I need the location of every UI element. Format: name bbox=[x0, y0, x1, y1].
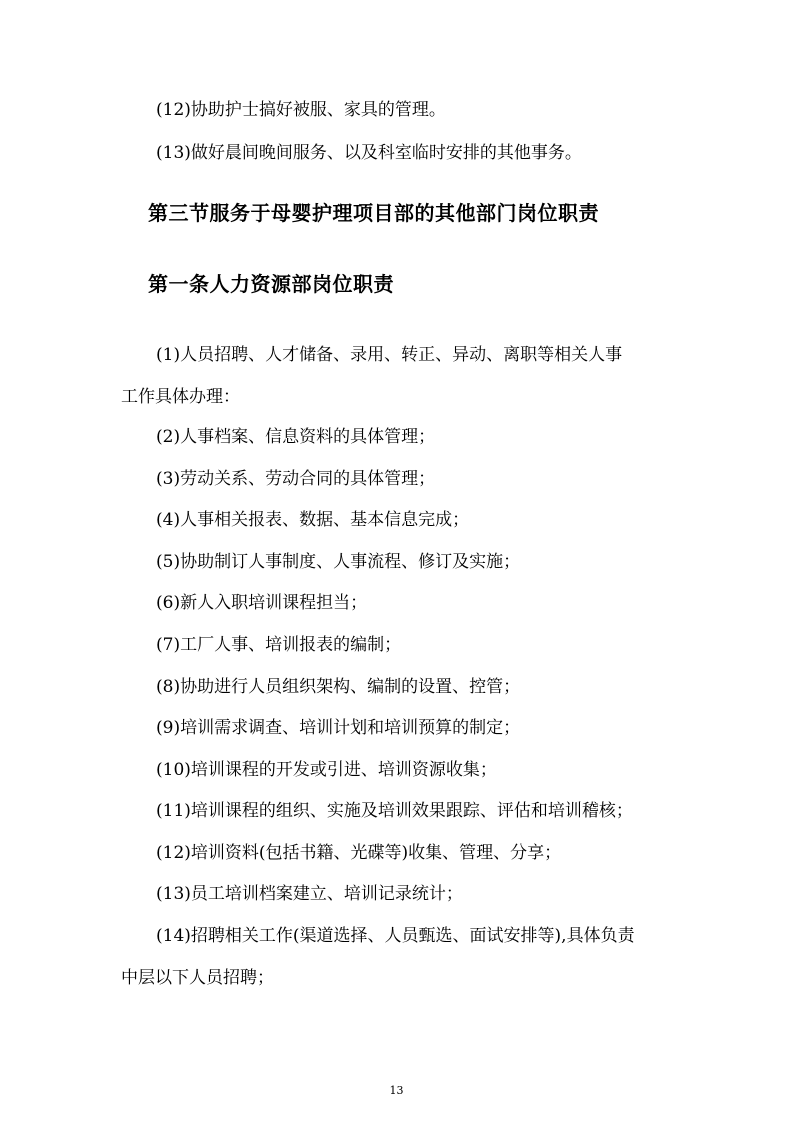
list-item: (13)做好晨间晚间服务、以及科室临时安排的其他事务。 bbox=[156, 143, 582, 163]
list-item-continuation: 工作具体办理： bbox=[121, 387, 240, 407]
list-item: (2)人事档案、信息资料的具体管理； bbox=[156, 427, 436, 447]
article-title: 第一条人力资源部岗位职责 bbox=[148, 272, 394, 296]
list-item: (13)员工培训档案建立、培训记录统计； bbox=[156, 884, 463, 904]
list-item: (7)工厂人事、培训报表的编制； bbox=[156, 635, 402, 655]
list-item: (5)协助制订人事制度、人事流程、修订及实施； bbox=[156, 552, 521, 572]
page-number: 13 bbox=[389, 1084, 404, 1097]
list-item: (1)人员招聘、人才储备、录用、转正、异动、离职等相关人事 bbox=[156, 345, 623, 365]
list-item: (12)培训资料(包括书籍、光碟等)收集、管理、分享； bbox=[156, 843, 562, 863]
list-item: (10)培训课程的开发或引进、培训资源收集； bbox=[156, 760, 497, 780]
list-item: (4)人事相关报表、数据、基本信息完成； bbox=[156, 510, 470, 530]
list-item: (8)协助进行人员组织架构、编制的设置、控管； bbox=[156, 677, 521, 697]
list-item: (9)培训需求调查、培训计划和培训预算的制定； bbox=[156, 718, 521, 738]
list-item: (3)劳动关系、劳动合同的具体管理； bbox=[156, 469, 436, 489]
list-item: (14)招聘相关工作(渠道选择、人员甄选、面试安排等),具体负责 bbox=[156, 926, 635, 946]
list-item-continuation: 中层以下人员招聘； bbox=[121, 968, 274, 988]
list-item: (11)培训课程的组织、实施及培训效果跟踪、评估和培训稽核； bbox=[156, 801, 633, 821]
list-item: (6)新人入职培训课程担当； bbox=[156, 593, 368, 613]
list-item: (12)协助护士搞好被服、家具的管理。 bbox=[156, 100, 446, 120]
section-title: 第三节服务于母婴护理项目部的其他部门岗位职责 bbox=[148, 201, 599, 225]
